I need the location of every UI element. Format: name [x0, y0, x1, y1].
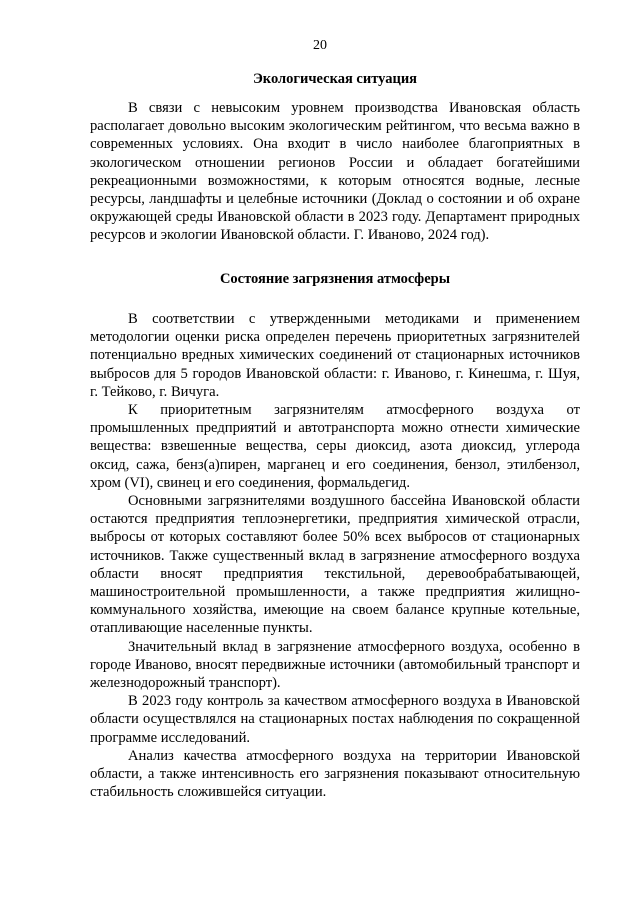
- page-number: 20: [313, 38, 327, 53]
- paragraph: В связи с невысоким уровнем производства Ивановская область располагает довольно высоким экологическим рейтингом, что весьма важно в современных условиях. Она входит в число наиболее благоприятных в экологическом отношении регионов России и обладает богатейшими рекреационными возможностями, к которым относятся водные, лесные ресурсы, ландшафты и целебные источники (Доклад о состоянии и об охране окружающей среды Ивановской области в 2023 году. Департамент природных ресурсов и экологии Ивановской области. Г. Иваново, 2024 год).: [90, 100, 580, 244]
- section-heading-ecological-situation: Экологическая ситуация: [252, 71, 418, 87]
- paragraph: Значительный вклад в загрязнение атмосферного воздуха, особенно в городе Иваново, вносят передвижные источники (автомобильный транспорт и железнодорожный транспорт).: [90, 638, 580, 692]
- section-body-atmosphere-pollution: [90, 310, 580, 801]
- paragraph: Анализ качества атмосферного воздуха на территории Ивановской области, а также интенсивность его загрязнения показывают относительную стабильность сложившейся ситуации.: [90, 747, 580, 801]
- paragraph: Основными загрязнителями воздушного бассейна Ивановской области остаются предприятия теплоэнергетики, предприятия химической отрасли, выбросы от которых составляют более 50% всех выбросов от стационарных источников. Также существенный вклад в загрязнение атмосферного воздуха области вносят предприятия текстильной, деревообрабатывающей, машиностроительной промышленности, а также предприятия жилищно-коммунального хозяйства, имеющие на своем балансе крупные котельные, отапливающие населенные пункты.: [90, 493, 580, 637]
- section-heading-atmosphere-pollution: Состояние загрязнения атмосферы: [219, 271, 451, 287]
- paragraph: В 2023 году контроль за качеством атмосферного воздуха в Ивановской области осуществлялся на стационарных постах наблюдения по сокращенной программе исследований.: [90, 693, 580, 746]
- section-body-ecological-situation: [90, 99, 580, 245]
- paragraph: В соответствии с утвержденными методиками и применением методологии оценки риска определен перечень приоритетных загрязнителей потенциально вредных химических соединений от стационарных источников выбросов для 5 городов Ивановской области: г. Иваново, г. Кинешма, г. Шуя, г. Тейково, г. Вичуга.: [90, 311, 580, 400]
- paragraph: К приоритетным загрязнителям атмосферного воздуха от промышленных предприятий и автотранспорта можно отнести химические вещества: взвешенные вещества, серы диоксид, азота диоксид, углерода оксид, сажа, бенз(а)пирен, марганец и его соединения, бензол, этилбензол, хром (VI), свинец и его соединения, формальдегид.: [90, 402, 580, 491]
